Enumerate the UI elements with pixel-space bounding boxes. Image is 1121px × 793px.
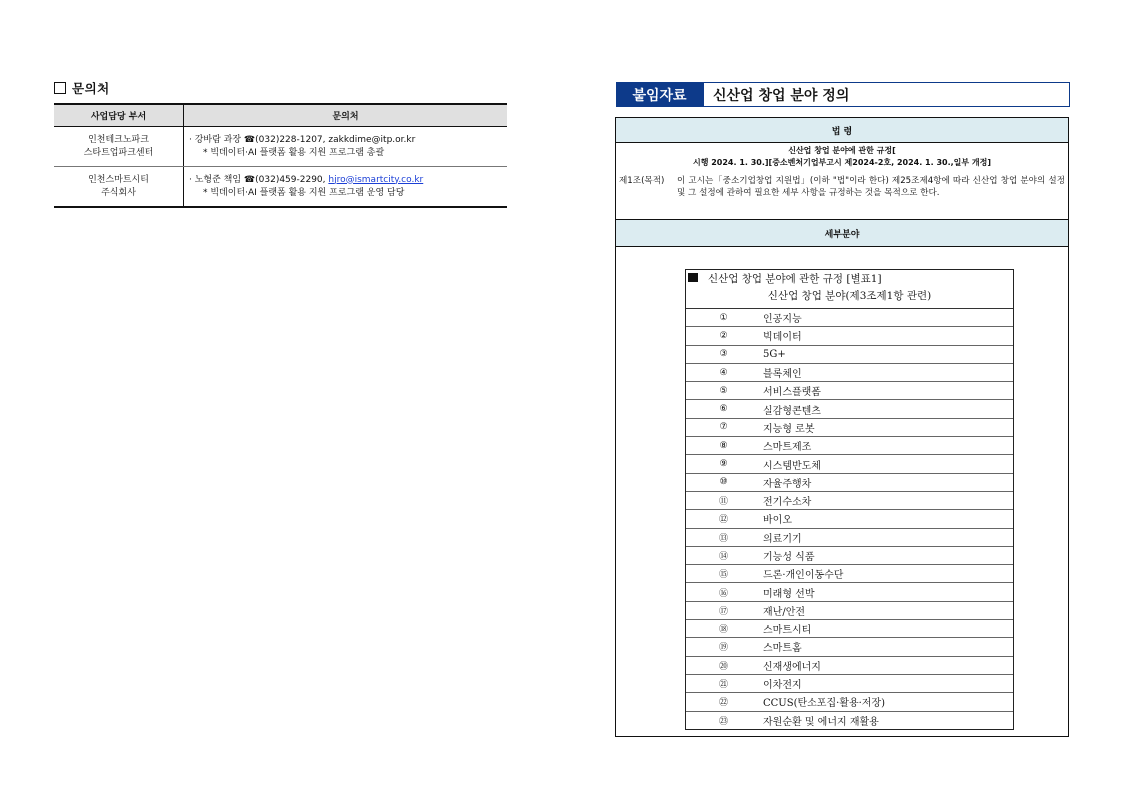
dept-line: 인천스마트시티 xyxy=(88,174,149,185)
table-row xyxy=(54,127,507,167)
list-item-name: 지능형 로봇 xyxy=(763,423,815,435)
regulation-header xyxy=(616,143,1068,169)
list-item xyxy=(686,327,1013,345)
list-item-name: 드론·개인이동수단 xyxy=(763,570,844,582)
contact-person-text: · 노형준 책임 ☎(032)459-2290, xyxy=(189,174,329,185)
list-item-name: 시스템반도체 xyxy=(763,460,821,472)
list-item xyxy=(686,547,1013,565)
contact-heading xyxy=(54,79,110,97)
field-list-rows xyxy=(686,309,1013,729)
list-item-name: 스마트홈 xyxy=(763,643,802,655)
contact-table xyxy=(54,103,507,208)
contact-table-header-row xyxy=(54,104,507,127)
regulation-date: 시행 2024. 1. 30.][중소벤처기업부고시 제2024-2호, 2024. 1. 30.,일부 개정] xyxy=(692,158,992,167)
list-item-number: ⑩ xyxy=(719,477,728,488)
detail-band-title: 세부분야 xyxy=(616,219,1068,247)
list-item-name: CCUS(탄소포집·활용·저장) xyxy=(763,698,886,710)
attachment-tag: 붙임자료 xyxy=(616,82,703,107)
list-item-number: ⑰ xyxy=(718,606,728,617)
list-item-name: 블록체인 xyxy=(763,369,802,381)
list-item xyxy=(686,400,1013,418)
list-item-number: ㉒ xyxy=(718,698,728,709)
list-item xyxy=(686,510,1013,528)
law-frame xyxy=(615,117,1069,737)
checkbox-square-icon xyxy=(54,82,66,94)
list-item xyxy=(686,620,1013,638)
list-item-name: 빅데이터 xyxy=(763,332,802,344)
attachment-title: 신산업 창업 분야 정의 xyxy=(703,82,1070,107)
list-item-name: 5G+ xyxy=(763,348,786,360)
dept-line: 스타트업파크센터 xyxy=(83,147,154,158)
list-item-number: ⑥ xyxy=(719,404,728,415)
table-row xyxy=(54,167,507,208)
column-header-dept: 사업담당 부서 xyxy=(54,104,184,127)
contact-heading-text: 문의처 xyxy=(72,81,110,96)
list-item xyxy=(686,419,1013,437)
contact-cell xyxy=(184,127,508,167)
dept-cell xyxy=(54,127,184,167)
list-item-number: ⑫ xyxy=(718,515,728,526)
article-text: 이 고시는「중소기업창업 지원법」(이하 "법"이라 한다) 제25조제4항에 따라 신산업 창업 분야의 설정 및 그 설정에 관하여 필요한 세부 사항을 규정하는 것을 목적으로 한다. xyxy=(677,176,1065,198)
article-label: 제1조(목적) xyxy=(619,176,665,186)
list-item xyxy=(686,583,1013,601)
list-item-name: 자율주행차 xyxy=(763,478,812,490)
list-item-name: 미래형 선박 xyxy=(763,588,815,600)
list-item xyxy=(686,693,1013,711)
regulation-title: 신산업 창업 분야에 관한 규정[ xyxy=(788,146,896,155)
list-item xyxy=(686,602,1013,620)
dept-line: 인천테크노파크 xyxy=(88,134,149,145)
list-item-name: 자원순환 및 에너지 재활용 xyxy=(763,716,879,728)
contact-cell xyxy=(184,167,508,208)
list-item-number: ㉓ xyxy=(718,716,728,727)
contact-person-line: · 강바람 과장 ☎(032)228-1207, zakkdime@itp.or.kr xyxy=(189,134,416,145)
field-list-table xyxy=(685,269,1014,730)
contact-role-line: * 빅데이터·AI 플랫폼 활용 지원 프로그램 운영 담당 xyxy=(203,187,405,198)
list-item-number: ⑭ xyxy=(718,552,728,562)
list-item-name: 바이오 xyxy=(763,515,792,527)
list-item xyxy=(686,529,1013,547)
list-item-name: 서비스플랫폼 xyxy=(763,387,821,399)
contact-role-line: * 빅데이터·AI 플랫폼 활용 지원 프로그램 총괄 xyxy=(203,147,385,158)
list-item-name: 기능성 식품 xyxy=(763,552,815,563)
list-item-name: 실감형콘텐츠 xyxy=(763,405,821,417)
list-item-number: ② xyxy=(719,330,728,341)
field-list-header xyxy=(686,270,1013,309)
list-item xyxy=(686,675,1013,693)
field-list-title-row xyxy=(686,271,1013,288)
list-item-number: ⑨ xyxy=(719,459,728,470)
list-item xyxy=(686,712,1013,729)
list-item-number: ⑲ xyxy=(718,643,728,654)
list-item xyxy=(686,455,1013,473)
list-item xyxy=(686,638,1013,656)
email-link[interactable]: hjro@ismartcity.co.kr xyxy=(328,174,424,185)
list-item-number: ㉑ xyxy=(718,680,728,691)
field-list-title: 신산업 창업 분야에 관한 규정 [별표1] xyxy=(708,273,882,285)
list-item-name: 재난/안전 xyxy=(763,606,806,618)
list-item-number: ④ xyxy=(719,367,728,378)
list-item-number: ⑤ xyxy=(719,385,728,396)
list-item-number: ⑪ xyxy=(718,497,728,508)
list-item-number: ⑳ xyxy=(718,661,728,672)
list-item-name: 전기수소차 xyxy=(763,497,812,509)
list-item xyxy=(686,492,1013,510)
list-item-name: 의료기기 xyxy=(763,533,802,545)
black-square-icon xyxy=(688,273,698,282)
list-item xyxy=(686,382,1013,400)
dept-cell xyxy=(54,167,184,208)
list-item-name: 인공지능 xyxy=(763,314,802,326)
list-item-number: ③ xyxy=(719,349,728,360)
list-item xyxy=(686,346,1013,364)
field-list-subtitle: 신산업 창업 분야(제3조제1항 관련) xyxy=(767,290,932,302)
list-item-number: ⑬ xyxy=(718,533,728,544)
contact-person-line xyxy=(189,174,506,187)
list-item-number: ⑧ xyxy=(719,440,728,451)
law-band-title: 법 령 xyxy=(616,118,1068,143)
list-item-number: ⑱ xyxy=(718,625,728,636)
list-item xyxy=(686,309,1013,327)
list-item-name: 이차전지 xyxy=(763,680,802,692)
list-item-name: 스마트시티 xyxy=(763,625,812,637)
column-header-contact: 문의처 xyxy=(184,104,508,127)
list-item xyxy=(686,474,1013,492)
list-item-name: 스마트제조 xyxy=(763,442,812,454)
list-item xyxy=(686,364,1013,382)
list-item xyxy=(686,437,1013,455)
list-item-number: ⑦ xyxy=(719,422,728,433)
list-item xyxy=(686,565,1013,583)
list-item-name: 신재생에너지 xyxy=(763,661,821,673)
list-item xyxy=(686,657,1013,675)
list-item-number: ⑮ xyxy=(718,570,728,581)
list-item-number: ⑯ xyxy=(718,588,728,599)
dept-line: 주식회사 xyxy=(101,187,136,198)
list-item-number: ① xyxy=(719,312,728,323)
article-1 xyxy=(616,176,1068,199)
